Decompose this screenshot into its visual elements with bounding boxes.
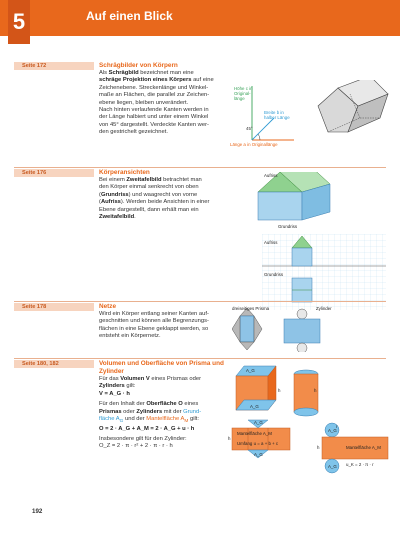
label-mantel-zylinder: Mantelfläche A_M <box>346 445 381 450</box>
section-tab-volumen: Seite 180, 182 <box>14 360 94 368</box>
label-winkel: 45° <box>246 126 253 131</box>
volumen-formel: V = A_G · h <box>99 390 130 397</box>
label-breite-2: halber Länge <box>264 115 290 120</box>
section-heading: Volumen und Oberfläche von Prisma und Zylinder <box>99 360 224 375</box>
oberflaeche-formel: O = 2 · A_G + A_M = 2 · A_G + u · h <box>99 425 195 432</box>
label-grundriss-2: Grundriss <box>264 272 284 277</box>
label-h-netz: h <box>228 436 231 441</box>
section-tab-netze: Seite 178 <box>14 303 94 311</box>
koerper-3d-figure <box>238 172 388 232</box>
section-tab-koerperansichten: Seite 176 <box>14 169 94 177</box>
label-h-prisma: h <box>278 388 281 393</box>
label-r: r <box>336 424 338 429</box>
section-divider <box>14 301 386 302</box>
label-hoehe-3: länge <box>234 96 245 101</box>
section-heading: Körperansichten <box>99 169 150 176</box>
label-ag-prisma-unten: A_G <box>250 404 259 409</box>
label-hoehe-1: Höhe c in <box>234 86 253 91</box>
section-netze: Netze Wird ein Körper entlang seiner Kanten auf- geschnitten und können alle Begrenzungs- flächen in eine Ebene geklappt werden, so entsteht ein Körpernetz. <box>99 303 249 341</box>
label-aufriss: Aufriss <box>264 173 278 178</box>
volumen-figure <box>228 362 390 484</box>
page-title: Auf einen Blick <box>86 9 173 23</box>
label-dreiseitiges-prisma: dreiseitiges Prisma <box>232 306 270 311</box>
section-tab-schraegbild: Seite 172 <box>14 62 94 70</box>
section-divider <box>14 358 386 359</box>
label-grundriss: Grundriss <box>278 224 298 229</box>
page-header <box>0 0 400 36</box>
schraegbild-figure <box>230 80 390 150</box>
label-uk: u_K = 2 · π · r <box>346 462 374 467</box>
zylinder-formel: O_Z = 2 · π · r² + 2 · π · r · h <box>99 443 173 450</box>
label-h-zylinder-netz: h <box>317 445 320 450</box>
label-ag-netz-unten: A_G <box>254 452 263 457</box>
section-koerperansichten: Körperansichten Bei einem Zweitafelbild betrachtet man den Körper einmal senkrecht von oben (Grundriss) und waagrecht von vorne (Aufriss). Werden beide Ansichten in einer Ebene dargestellt, dann erhält man ein Zweitafelbild. <box>99 169 249 221</box>
label-h-zylinder: h <box>314 388 317 393</box>
section-schraegbild: Schrägbilder von Körpern Als Schrägbild bezeichnet man eine schräge Projektion eines Körpers auf eine Zeichenebene. Streckenlänge und Winkel- maße an Flächen, die parallel zur Zeichen- ebene liegen, bleiben unverändert. Nach hinten verlaufende Kanten werden in der Länge halbiert und unter einem Winkel von 45° dargestellt. Verdeckte Kanten wer- den gestrichelt gezeichnet. <box>99 62 249 137</box>
label-ag-netz-oben: A_G <box>254 420 263 425</box>
label-ag-zylinder-unten: A_G <box>328 464 337 469</box>
page-number: 192 <box>32 508 43 515</box>
label-breite-1: Breite b in <box>264 110 284 115</box>
label-ag-prisma: A_G <box>246 368 255 373</box>
section-heading: Schrägbilder von Körpern <box>99 62 178 69</box>
label-mantel-prisma: Mantelfläche A_M <box>237 431 272 436</box>
label-umfang: Umfang u = a + b + c <box>237 441 279 446</box>
zweitafelbild-figure <box>262 234 386 310</box>
section-divider <box>14 167 386 168</box>
netz-figure <box>232 306 388 352</box>
label-ag-zylinder-oben: A_G <box>328 428 337 433</box>
chapter-number: 5 <box>8 0 30 44</box>
label-laenge: Länge a in Originallänge <box>230 142 278 147</box>
section-heading: Netze <box>99 303 117 310</box>
label-hoehe-2: Original- <box>234 91 251 96</box>
label-zylinder: Zylinder <box>316 306 332 311</box>
section-volumen-oberflaeche: Volumen und Oberfläche von Prisma und Zylinder Für das Volumen V eines Prismas oder Zylinders gilt: V = A_G · h Für den Inhalt der Oberfläche O eines Prismas oder Zylinders mit der Grund- fläche $A_G$ und der Mantelfläche $A_M$ gilt: O = 2 · A_G + A_M = 2 · A_G + u · h Insbesondere gilt für den Zylinder: O_Z = 2 · π · r² + 2 · π · r · h <box>99 360 239 451</box>
label-aufriss-2: Aufriss <box>264 240 278 245</box>
